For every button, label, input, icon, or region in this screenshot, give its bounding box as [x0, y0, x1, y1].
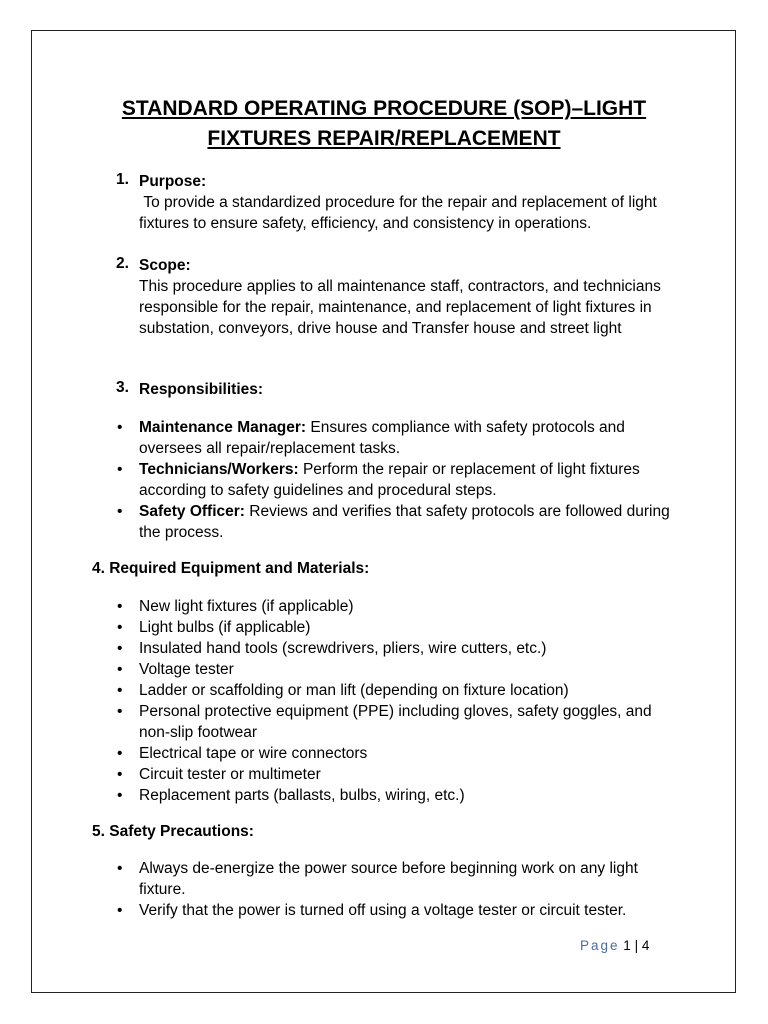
scope-number: 2. [116, 255, 129, 272]
page-separator: | [634, 938, 639, 953]
list-item: • Voltage tester [117, 661, 234, 678]
list-item: • Electrical tape or wire connectors [117, 745, 368, 762]
role-label: Safety Officer: [139, 503, 245, 520]
list-item: • Safety Officer: Reviews and verifies that safety protocols are followed during the process. [117, 503, 670, 541]
page-total: 4 [641, 938, 650, 953]
list-item: • Circuit tester or multimeter [117, 766, 321, 783]
responsibilities-list [0, 417, 768, 543]
safety-heading: 5. Safety Precautions: [92, 823, 254, 840]
role-label: Technicians/Workers: [139, 461, 299, 478]
scope-heading: Scope: [139, 257, 191, 274]
list-item: • Light bulbs (if applicable) [117, 619, 311, 636]
document-title [60, 94, 708, 154]
list-item: • New light fixtures (if applicable) [117, 598, 354, 615]
equipment-heading: 4. Required Equipment and Materials: [92, 560, 370, 577]
title-line-2: FIXTURES REPAIR/REPLACEMENT [207, 127, 561, 150]
list-item: • Replacement parts (ballasts, bulbs, wiring, etc.) [117, 787, 465, 804]
safety-list [0, 858, 768, 921]
responsibilities-heading: Responsibilities: [139, 381, 264, 398]
scope-text: This procedure applies to all maintenance staff, contractors, and technicians responsible for the repair, maintenance, and replacement of light fixtures in substation, conveyors, drive house and Transfer house and street light [139, 278, 661, 337]
purpose-text: To provide a standardized procedure for the repair and replacement of light fixtures to ensure safety, efficiency, and consistency in operations. [139, 194, 662, 232]
title-line-1: STANDARD OPERATING PROCEDURE (SOP)–LIGHT [121, 97, 647, 120]
list-item: • Always de-energize the power source before beginning work on any light fixture. [117, 860, 638, 898]
role-text: Ensures compliance with safety protocols and oversees all repair/replacement tasks. [139, 419, 625, 457]
role-label: Maintenance Manager: [139, 419, 307, 436]
page-label: Page [580, 938, 620, 953]
purpose-number: 1. [116, 171, 129, 188]
equipment-list [0, 596, 768, 806]
list-item: • Technicians/Workers: Perform the repair or replacement of light fixtures according to safety guidelines and procedural steps. [117, 461, 640, 499]
page-footer [580, 936, 680, 956]
page-current: 1 [623, 938, 631, 953]
list-item: • Insulated hand tools (screwdrivers, pliers, wire cutters, etc.) [117, 640, 547, 657]
role-text: Perform the repair or replacement of light fixtures according to safety guidelines and procedural steps. [139, 461, 640, 499]
list-item: • Ladder or scaffolding or man lift (depending on fixture location) [117, 682, 569, 699]
purpose-heading: Purpose: [139, 173, 207, 190]
list-item: • Maintenance Manager: Ensures compliance with safety protocols and oversees all repair/replacement tasks. [117, 419, 625, 457]
list-item: • Personal protective equipment (PPE) including gloves, safety goggles, and non-slip footwear [117, 703, 652, 741]
responsibilities-number: 3. [116, 379, 129, 396]
list-item: • Verify that the power is turned off using a voltage tester or circuit tester. [117, 902, 627, 919]
role-text: Reviews and verifies that safety protocols are followed during the process. [139, 503, 670, 541]
